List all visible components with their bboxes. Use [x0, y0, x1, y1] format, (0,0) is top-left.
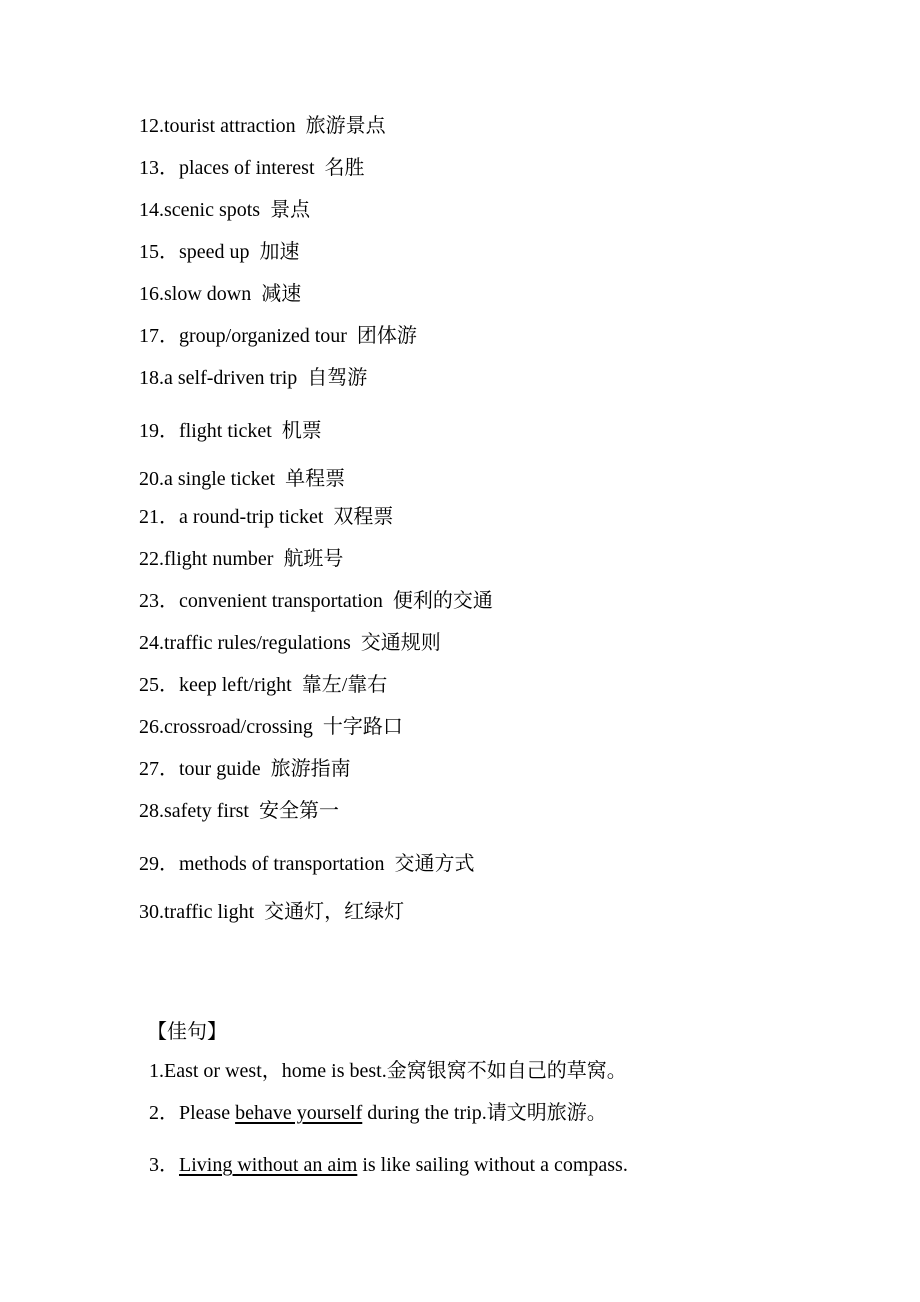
chinese-translation: 交通灯，红绿灯: [264, 901, 405, 923]
english-term: methods of transportation: [179, 853, 385, 875]
item-number: 15．: [139, 241, 179, 263]
sentence-english: East or west，home is best.: [164, 1060, 387, 1082]
english-term: a single ticket: [164, 468, 276, 490]
item-number: 27．: [139, 758, 179, 780]
english-term: places of interest: [179, 157, 315, 179]
english-term: crossroad/crossing: [164, 716, 313, 738]
sentence-number: 1.: [149, 1060, 164, 1082]
chinese-translation: 自驾游: [307, 367, 368, 389]
vocabulary-item: [139, 505, 393, 529]
item-number: 29．: [139, 853, 179, 875]
chinese-translation: 减速: [261, 283, 302, 305]
item-number: 19．: [139, 420, 179, 442]
english-term: traffic rules/regulations: [164, 632, 351, 654]
item-number: 30.: [139, 901, 164, 923]
chinese-translation: 交通规则: [360, 632, 441, 654]
sentence-chinese: 金窝银窝不如自己的草窝。: [386, 1060, 627, 1082]
item-number: 23．: [139, 590, 179, 612]
vocabulary-item: [139, 547, 343, 571]
item-number: 26.: [139, 716, 164, 738]
item-number: 12.: [139, 115, 164, 137]
vocabulary-item: [139, 324, 417, 348]
english-term: a self-driven trip: [164, 367, 298, 389]
chinese-translation: 单程票: [285, 468, 346, 490]
vocabulary-item: [139, 240, 300, 264]
chinese-translation: 十字路口: [322, 716, 403, 738]
english-term: flight number: [164, 548, 274, 570]
english-term: traffic light: [164, 901, 255, 923]
item-number: 28.: [139, 800, 164, 822]
item-number: 17．: [139, 325, 179, 347]
item-number: 13．: [139, 157, 179, 179]
english-term: scenic spots: [164, 199, 261, 221]
vocabulary-item: [139, 366, 367, 390]
english-term: tour guide: [179, 758, 261, 780]
english-term: a round-trip ticket: [179, 506, 324, 528]
english-term: convenient transportation: [179, 590, 383, 612]
item-number: 18.: [139, 367, 164, 389]
vocabulary-item: [139, 114, 386, 138]
vocabulary-item: [139, 282, 301, 306]
item-number: 16.: [139, 283, 164, 305]
vocabulary-item: [139, 198, 310, 222]
chinese-translation: 安全第一: [258, 800, 339, 822]
chinese-translation: 交通方式: [394, 853, 475, 875]
sentence-underlined-phrase: behave yourself: [235, 1102, 363, 1124]
item-number: 22.: [139, 548, 164, 570]
vocabulary-item: [139, 852, 475, 876]
english-term: tourist attraction: [164, 115, 296, 137]
sentence-english-post: is like sailing without a compass.: [357, 1154, 628, 1176]
vocabulary-item: [139, 799, 339, 823]
sentence-number: 2．: [149, 1102, 179, 1124]
vocabulary-item: [139, 589, 493, 613]
chinese-translation: 旅游景点: [305, 115, 386, 137]
sentence-item-1: [139, 1035, 627, 1083]
item-number: 24.: [139, 632, 164, 654]
item-number: 21．: [139, 506, 179, 528]
item-number: 20.: [139, 468, 164, 490]
chinese-translation: 双程票: [333, 506, 394, 528]
vocabulary-item: [139, 631, 441, 655]
sentence-chinese: 请文明旅游。: [486, 1102, 607, 1124]
english-term: safety first: [164, 800, 249, 822]
vocabulary-item: [139, 715, 403, 739]
item-number: 14.: [139, 199, 164, 221]
vocabulary-item: [139, 156, 365, 180]
english-term: group/organized tour: [179, 325, 347, 347]
chinese-translation: 名胜: [324, 157, 365, 179]
sentence-item-2: [139, 1077, 607, 1125]
vocabulary-item: [139, 467, 345, 491]
sentence-english-pre: Please: [179, 1102, 236, 1124]
chinese-translation: 景点: [270, 199, 311, 221]
vocabulary-item: [139, 900, 404, 924]
vocabulary-item: [139, 419, 322, 443]
chinese-translation: 加速: [259, 241, 300, 263]
sentence-english-post: during the trip.: [362, 1102, 487, 1124]
sentence-underlined-phrase: Living without an aim: [179, 1154, 358, 1176]
chinese-translation: 靠左/靠右: [301, 674, 388, 696]
vocabulary-item: [139, 757, 351, 781]
item-number: 25．: [139, 674, 179, 696]
english-term: speed up: [179, 241, 250, 263]
chinese-translation: 机票: [281, 420, 322, 442]
chinese-translation: 便利的交通: [392, 590, 493, 612]
chinese-translation: 旅游指南: [270, 758, 351, 780]
english-term: slow down: [164, 283, 252, 305]
english-term: keep left/right: [179, 674, 292, 696]
chinese-translation: 航班号: [283, 548, 344, 570]
heading-text: 【佳句】: [147, 1021, 227, 1043]
chinese-translation: 团体游: [356, 325, 417, 347]
vocabulary-item: [139, 673, 387, 697]
sentence-item-3: [139, 1129, 628, 1177]
english-term: flight ticket: [179, 420, 272, 442]
sentence-number: 3．: [149, 1154, 179, 1176]
